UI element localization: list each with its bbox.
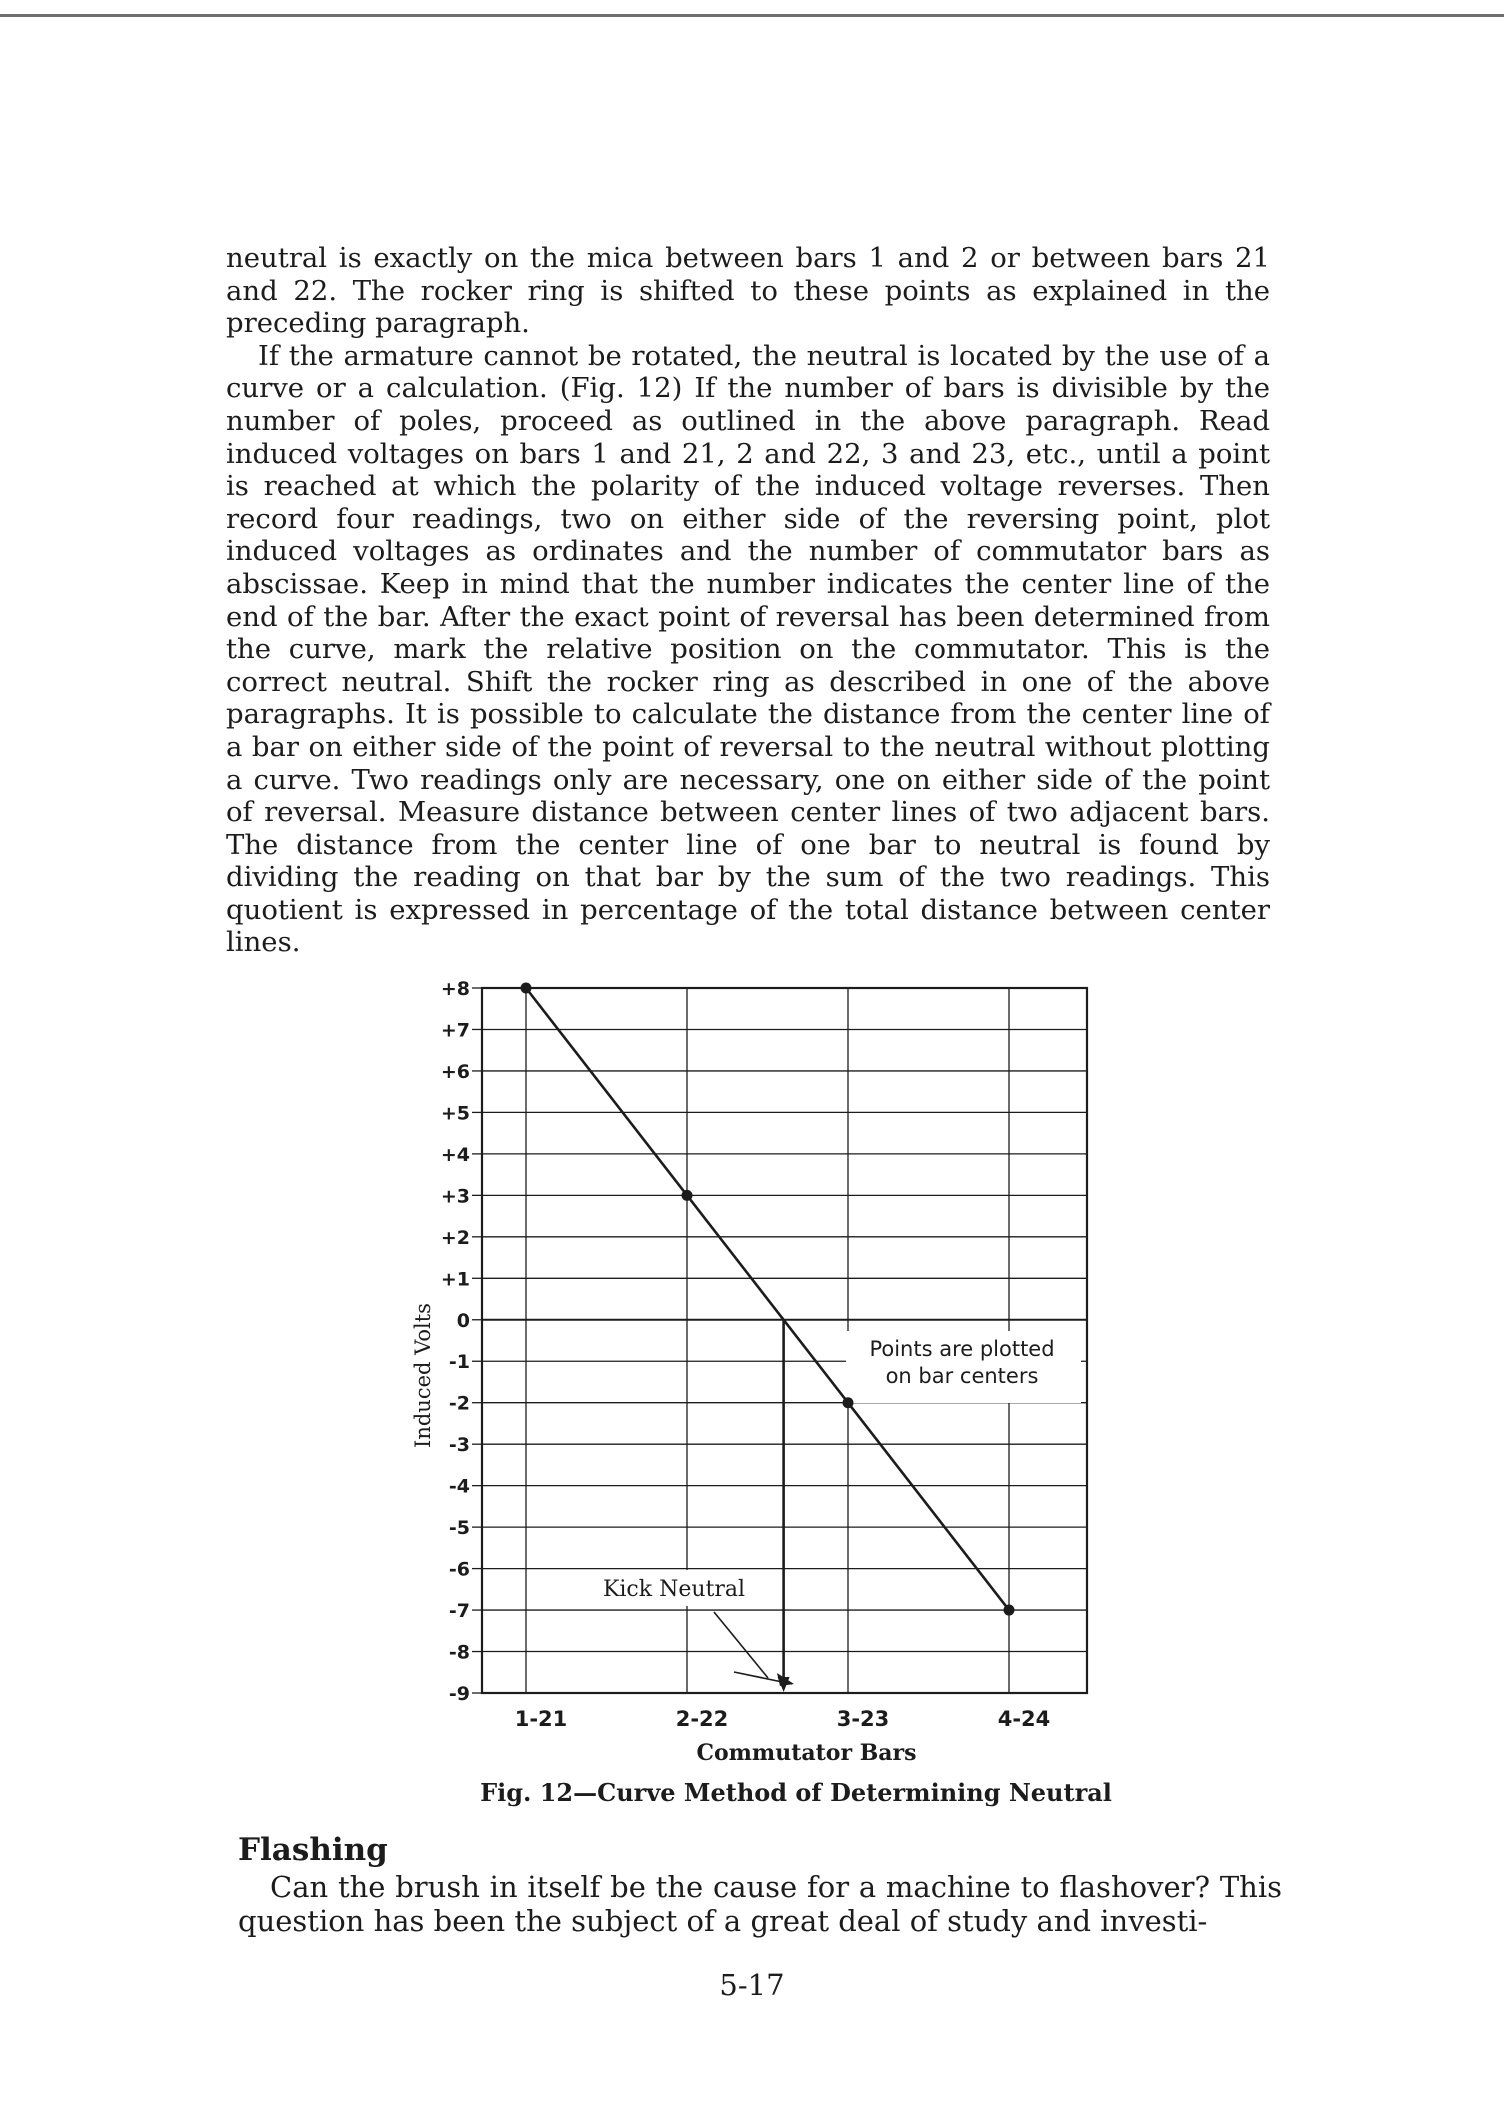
top-border-rule xyxy=(0,14,1504,17)
flashing-paragraph xyxy=(238,1870,1282,1938)
y-tick-label: -8 xyxy=(448,1641,470,1664)
y-tick-label: -4 xyxy=(448,1475,470,1498)
y-tick-label: -7 xyxy=(448,1600,470,1623)
kick-neutral-arrowhead xyxy=(777,1673,794,1686)
figure-12-chart xyxy=(396,968,1116,1768)
section-heading: Flashing xyxy=(238,1832,388,1868)
y-tick-label: +1 xyxy=(440,1268,470,1291)
kick-neutral-label: Kick Neutral xyxy=(602,1577,746,1602)
y-tick-label: -5 xyxy=(448,1517,470,1540)
y-tick-label: +3 xyxy=(440,1185,470,1208)
y-tick-label: +2 xyxy=(440,1226,470,1249)
data-point xyxy=(1004,1605,1015,1616)
neutral-curve-line xyxy=(526,988,1009,1610)
x-axis-label: Commutator Bars xyxy=(696,1740,917,1766)
x-axis-ticks xyxy=(515,1707,1051,1731)
points-note-line-1: Points are plotted xyxy=(869,1337,1055,1361)
page-number: 5-17 xyxy=(719,1968,785,2002)
flashing-paragraph-text: Can the brush in itself be the cause for a machine to flashover? This question has been the subject of a great deal of study and investi- xyxy=(238,1870,1282,1938)
figure-caption: Fig. 12—Curve Method of Determining Neutral xyxy=(480,1778,1112,1807)
x-tick-label: 1-21 xyxy=(514,1707,568,1731)
y-tick-label: +5 xyxy=(440,1102,470,1125)
data-point xyxy=(521,983,532,994)
points-note-line-2: on bar centers xyxy=(885,1364,1039,1388)
x-tick-label: 4-24 xyxy=(997,1707,1051,1731)
body-text xyxy=(226,242,1270,959)
y-tick-label: -6 xyxy=(448,1558,470,1581)
y-tick-label: -1 xyxy=(448,1351,470,1374)
y-tick-label: +8 xyxy=(440,978,470,1000)
x-tick-label: 2-22 xyxy=(675,1707,729,1731)
paragraph-neutral-on-mica: neutral is exactly on the mica between bars 1 and 2 or between bars 21 and 22. The rocker ring is shifted to these points as explained in the preceding paragraph. xyxy=(226,242,1270,340)
paragraph-curve-method: If the armature cannot be rotated, the neutral is located by the use of a curve or a calculation. (Fig. 12) If the number of bars is divisible by the number of poles, proceed as outlined in the above paragraph. Read induced voltages on bars 1 and 21, 2 and 22, 3 and 23, etc., until a point is reached at which the polarity of the induced voltage reverses. Then record four readings, two on either side of the reversing point, plot induced voltages as ordinates and the number of commutator bars as abscissae. Keep in mind that the number indicates the center line of the end of the bar. After the exact point of reversal has been determined from the curve, mark the relative position on the commutator. This is the correct neutral. Shift the rocker ring as described in one of the above paragraphs. It is possible to calculate the distance from the center line of a bar on either side of the point of reversal to the neutral without plotting a curve. Two readings only are necessary, one on either side of the point of reversal. Measure distance between center lines of two adjacent bars. The distance from the center line of one bar to neutral is found by dividing the reading on that bar by the sum of the two readings. This quotient is expressed in percentage of the total distance between center lines. xyxy=(226,339,1270,959)
y-tick-label: +4 xyxy=(440,1143,470,1166)
data-point xyxy=(682,1190,693,1201)
y-tick-label: +6 xyxy=(440,1060,470,1083)
y-tick-label: -9 xyxy=(448,1683,470,1705)
y-tick-label: -2 xyxy=(448,1392,470,1415)
kick-neutral-pointer xyxy=(714,1612,768,1678)
y-axis-ticks xyxy=(441,978,482,1705)
x-tick-label: 3-23 xyxy=(836,1707,890,1731)
data-point xyxy=(843,1397,854,1408)
y-tick-label: -3 xyxy=(448,1434,470,1457)
y-axis-label: Induced Volts xyxy=(411,1303,435,1448)
y-tick-label: 0 xyxy=(456,1309,470,1332)
neutral-curve-chart xyxy=(396,968,1116,1768)
y-tick-label: +7 xyxy=(440,1019,470,1042)
